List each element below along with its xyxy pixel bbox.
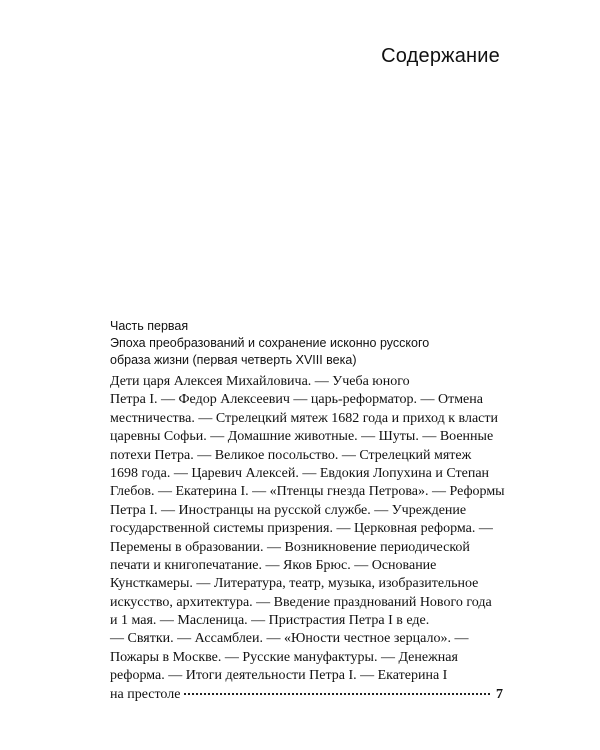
page-title: Содержание [381, 45, 500, 67]
toc-entry-line: печати и книгопечатание. — Яков Брюс. — Основание [110, 557, 437, 573]
part-heading [110, 335, 429, 369]
toc-entry-line: и 1 мая. — Масленица. — Пристрастия Петра I в еде. [110, 613, 430, 629]
part-heading-line: Эпоха преобразований и сохранение исконно русского [110, 336, 430, 350]
toc-entry-line: государственной системы призрения. — Церковная реформа. — [110, 521, 493, 537]
toc-entry-line: Дети царя Алексея Михайловича. — Учеба юного [110, 374, 410, 389]
part-label: Часть первая [110, 319, 189, 333]
toc-entry [110, 373, 510, 704]
toc-entry-line: царевны Софьи. — Домашние животные. — Шуты. — Военные [110, 429, 494, 445]
toc-entry-line: местничества. — Стрелецкий мятеж 1682 года и приход к власти [110, 410, 498, 426]
toc-entry-line: 1698 года. — Царевич Алексей. — Евдокия Лопухина и Степан [110, 465, 490, 481]
toc-entry-line: Кунсткамеры. — Литература, театр, музыка, изобразительное [110, 576, 479, 592]
toc-entry-line: Петра I. — Иностранцы на русской службе. — Учреждение [110, 502, 467, 518]
page-number: 7 [496, 686, 503, 702]
toc-entry-line: Перемены в образовании. — Возникновение периодической [110, 539, 470, 555]
toc-entry-line: Пожары в Москве. — Русские мануфактуры. — Денежная [110, 649, 458, 665]
toc-entry-line: реформа. — Итоги деятельности Петра I. — Екатерина I [110, 668, 448, 684]
toc-entry-line: — Святки. — Ассамблеи. — «Юности честное зерцало». — [110, 631, 469, 647]
toc-entry-line: Глебов. — Екатерина I. — «Птенцы гнезда Петрова». — Реформы [110, 484, 505, 500]
toc-entry-line: потехи Петра. — Великое посольство. — Стрелецкий мятеж [110, 447, 472, 463]
part-heading-line: образа жизни (первая четверть XVIII века) [110, 353, 357, 367]
toc-entry-line: искусство, архитектура. — Введение празднований Нового года [110, 594, 492, 610]
dot-leader [184, 693, 490, 695]
toc-entry-line: на престоле [110, 686, 181, 702]
toc-entry-last-line [110, 686, 503, 704]
toc-entry-line: Петра I. — Федор Алексеевич — царь-реформатор. — Отмена [110, 392, 483, 408]
